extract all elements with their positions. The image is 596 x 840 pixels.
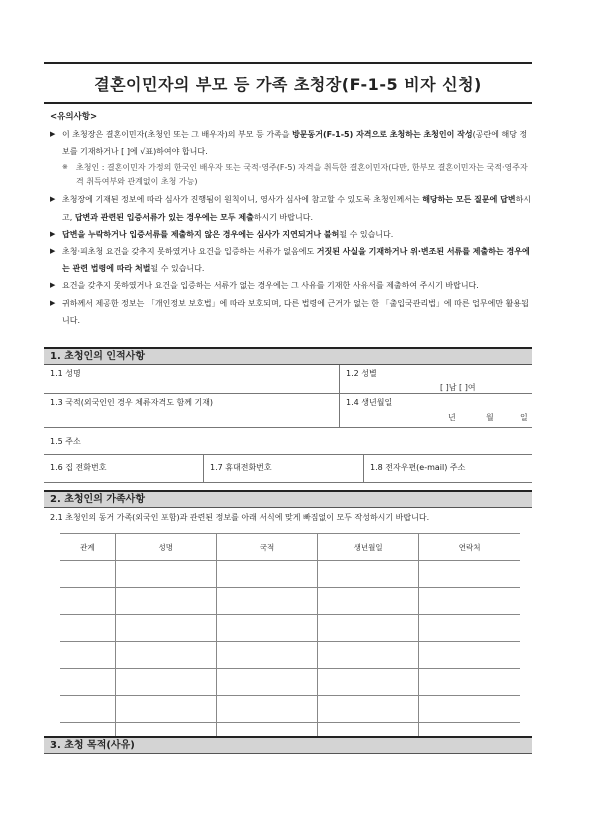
gender-field[interactable]: 1.2 성별 [ ]남 [ ]여 <box>346 369 476 392</box>
triangle-bullet-icon: ▶ <box>50 130 56 138</box>
birthdate-field[interactable]: 1.4 생년월일 년 월 일 <box>346 398 528 422</box>
form-title-box <box>44 62 532 104</box>
triangle-bullet-icon: ▶ <box>50 298 56 307</box>
notice-subnote: ※ 초청인 : 결혼이민자 가정의 한국인 배우자 또는 국적·영주(F-5) 자격을 취득한 결혼이민자(다만, 한부모 결혼이민자는 국적·영주자격 취득여부와 관계없이 초청 가능) <box>62 163 528 186</box>
inviter-row-1 <box>44 365 532 394</box>
reference-mark-icon: ※ <box>62 163 68 172</box>
name-field[interactable]: 1.1 성명 <box>44 365 340 393</box>
triangle-bullet-icon: ▶ <box>50 281 56 290</box>
home-phone-field[interactable]: 1.6 집 전화번호 <box>44 455 204 482</box>
table-row <box>60 588 520 615</box>
notice-item: ▶ 귀하께서 제공한 정보는 「개인정보 보호법」에 따라 보호되며, 다른 법령에 근거가 없는 한 「출입국관리법」에 따른 업무에만 활용됩니다. <box>50 295 534 329</box>
nationality-field[interactable]: 1.3 국적(외국인인 경우 체류자격도 함께 기재) <box>44 394 340 427</box>
address-field[interactable]: 1.5 주소 <box>50 437 81 446</box>
col-contact: 연락처 <box>419 534 520 561</box>
table-row <box>60 615 520 642</box>
inviter-row-2 <box>44 394 532 428</box>
family-table-header <box>60 534 520 561</box>
col-name: 성명 <box>115 534 216 561</box>
family-table <box>60 533 520 750</box>
notice-heading: <유의사항> <box>50 112 98 122</box>
col-birthdate: 생년월일 <box>318 534 419 561</box>
col-relation: 관계 <box>60 534 115 561</box>
section-2-heading: 2. 초청인의 가족사항 <box>44 490 532 508</box>
form-title: 결혼이민자의 부모 등 가족 초청장(F-1-5 비자 신청) <box>94 74 482 94</box>
table-row <box>60 642 520 669</box>
notice-item: ▶ 초청·피초청 요건을 갖추지 못하였거나 요건을 입증하는 서류가 없음에도 거짓된 사실을 기재하거나 위·변조된 서류를 제출하는 경우에는 관련 법령에 따라 처벌될 수 있습니다. <box>50 243 534 277</box>
notice-item: ▶ 요건을 갖추지 못하였거나 요건을 입증하는 서류가 없는 경우에는 그 사유를 기재한 사유서를 제출하여 주시기 바랍니다. <box>50 277 534 294</box>
table-row <box>60 696 520 723</box>
inviter-row-3 <box>44 428 532 455</box>
notice-item: ▶ 초청장에 기재된 정보에 따라 심사가 진행됨이 원칙이니, 영사가 심사에 참고할 수 있도록 초청인께서는 해당하는 모든 질문에 답변하시고, 답변과 관련된 입증서류가 있는 경우에는 모두 제출하시기 바랍니다. <box>50 191 534 225</box>
notice-item: ▶ 답변을 누락하거나 입증서류를 제출하지 않은 경우에는 심사가 지연되거나 불허될 수 있습니다. <box>50 226 534 243</box>
email-field[interactable]: 1.8 전자우편(e-mail) 주소 <box>370 463 466 472</box>
notice-item: ▶ 이 초청장은 결혼이민자(초청인 또는 그 배우자)의 부모 등 가족을 방문동거(F-1-5) 자격으로 초청하는 초청인이 작성(공란에 해당 정보를 기재하거나 [ ]에 √표)하여야 합니다. <box>50 126 534 160</box>
notice-list <box>50 126 534 329</box>
table-row <box>60 561 520 588</box>
table-row <box>60 669 520 696</box>
mobile-phone-field[interactable]: 1.7 휴대전화번호 <box>204 455 364 482</box>
family-intro: 2.1 초청인의 동거 가족(외국인 포함)과 관련된 정보를 아래 서식에 맞게 빠짐없이 모두 작성하시기 바랍니다. <box>50 513 430 522</box>
inviter-row-4 <box>44 455 532 483</box>
section-1-heading: 1. 초청인의 인적사항 <box>44 347 532 365</box>
triangle-bullet-icon: ▶ <box>50 195 56 204</box>
triangle-bullet-icon: ▶ <box>50 247 56 256</box>
section-3-heading: 3. 초청 목적(사유) <box>44 736 532 754</box>
gender-options[interactable]: [ ]남 [ ]여 <box>440 383 476 392</box>
col-nationality: 국적 <box>216 534 317 561</box>
triangle-bullet-icon: ▶ <box>50 229 56 238</box>
